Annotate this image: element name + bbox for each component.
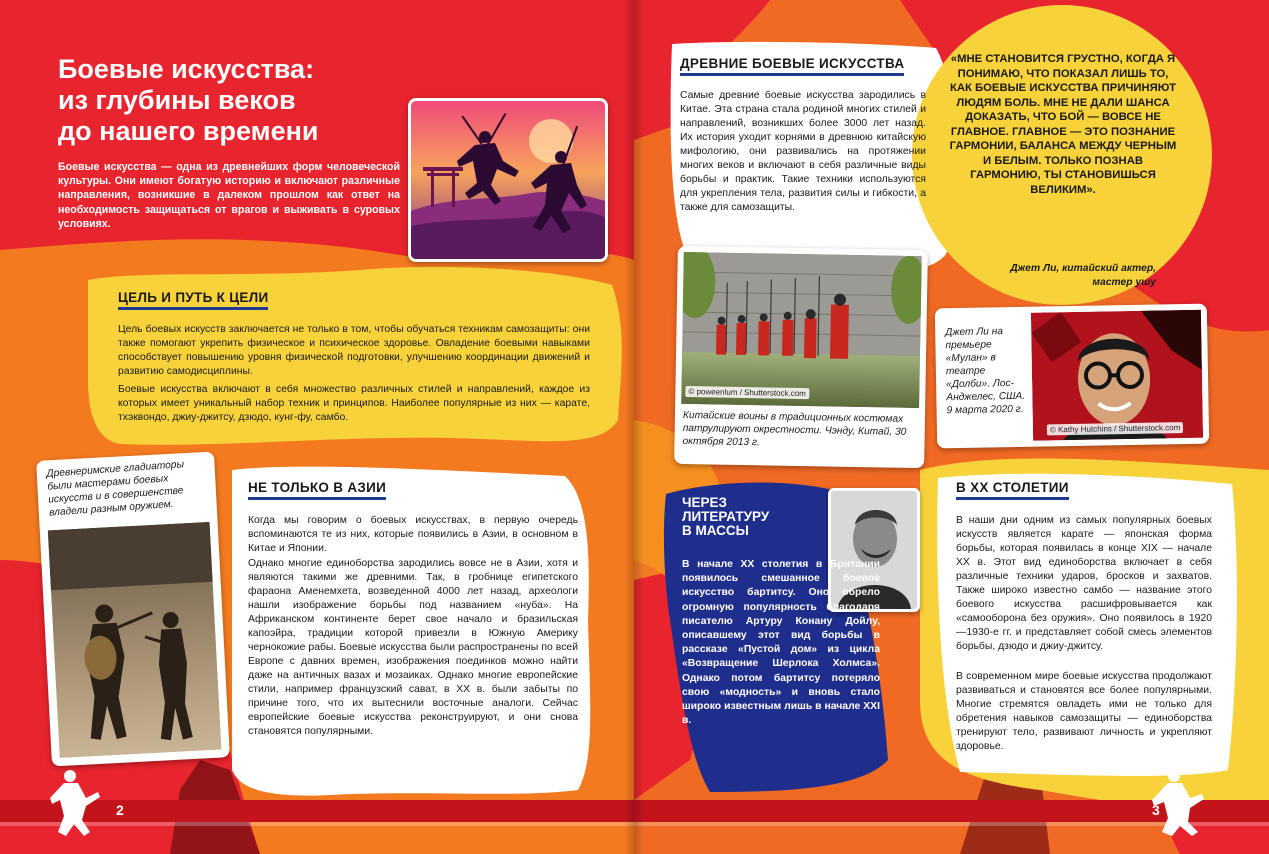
literature-paragraph: В начале XX столетия в Британии появилось смешанное боевое искусство бартитсу. Оно обрело огромную популярность благодаря писателю Артуру Конану Дойлу, описавшему этот вид борьбы в рассказе «Пустой дом» из цикла «Возвращение Шерлока Холмса». Однако потом бартитсу потеряло свою «модность» и вновь стало широко известным лишь в начале XXI в. <box>682 559 880 727</box>
page-number-left: 2 <box>116 802 124 818</box>
literature-heading: ЧЕРЕЗ ЛИТЕРАТУРУ В МАССЫ <box>682 495 770 538</box>
warriors-card <box>674 246 928 468</box>
samurai-silhouettes-icon <box>411 101 605 259</box>
jetli-card <box>935 304 1209 449</box>
intro-text: Боевые искусства — одна из древнейших форм человеческой культуры. Они имеют богатую историю и включают различные направления, возникшие в далеком прошлом как ответ на необходимость защищаться от врагов и выживать в суровых условиях. <box>58 161 400 230</box>
asia-paragraph-2: Однако многие единоборства зародились вовсе не в Азии, хотя и являются такими же древними. Так, в гробнице египетского фараона Аменемхета, возведенной 4000 лет назад, археологи нашли изображение борьбы под названием «нуба». На Африканском континенте берет свое начало и бразильская капоэйра, традиции которой привезли в Южную Америку чернокожие рабы. Боевые искусства были распространены по всей Европе с давних времен, изображения поединков можно найти даже на античных вазах и мозаиках. Однако многие европейские стили, например французский сават, в XX в. были забыты по причине того, что их вытеснили восточные аналоги. Сейчас европейские боевые искусства реконструируют, и они снова становятся популярными. <box>248 558 578 737</box>
century-heading: В XX СТОЛЕТИИ <box>956 480 1069 500</box>
asia-heading: НЕ ТОЛЬКО В АЗИИ <box>248 480 386 500</box>
jetli-quote: «МНЕ СТАНОВИТСЯ ГРУСТНО, КОГДА Я ПОНИМАЮ, ЧТО ПОКАЗАЛ ЛИШЬ ТО, КАК БОЕВЫЕ ИСКУССТВА ПРИЧИНЯЮТ ЛЮДЯМ БОЛЬ. МНЕ НЕ ДАЛИ ШАНСА ДОКАЗАТЬ, ЧТО БОЙ — ВОВСЕ НЕ ГЛАВНОЕ. ГЛАВНОЕ — ЭТО ПОЗНАНИЕ ГАРМОНИИ, БАЛАНСА МЕЖДУ ЧЕРНЫМ И БЕЛЫМ. ТОЛЬКО ПОЗНАВ ГАРМОНИЮ, ТЫ СТАНОВИШЬСЯ ВЕЛИКИМ». <box>949 53 1177 196</box>
goal-paragraph-1: Цель боевых искусств заключается не только в том, чтобы обучаться техникам самозащиты: они также помогают укрепить физическое и психическое здоровье. Овладение боевыми навыками способствует повышению уровня физической подготовки, улучшению координации движений и развитию самодисциплины. <box>118 324 590 377</box>
century-paragraph-1: В наши дни одним из самых популярных боевых искусств является карате — японская форма борьбы, которая появилась в конце XIX — начале XX в. Этот вид единоборства включает в себя различные техники ударов, бросков и захватов. Также широко известно самбо — название этого боевого искусства расшифровывается как «самооборона без оружия». Оно появилось в 1920—1930-е гг. и представляет собой смесь элементов борьбы, дзюдо и джиу-джитсу. <box>956 515 1212 652</box>
jetli-photo <box>1031 310 1203 441</box>
page-title: Боевые искусства: из глубины веков до нашего времени <box>58 54 319 146</box>
warriors-copyright: © poweenlum / Shutterstock.com <box>685 386 809 399</box>
goal-heading: ЦЕЛЬ И ПУТЬ К ЦЕЛИ <box>118 290 268 310</box>
century-paragraph-2: В современном мире боевые искусства продолжают развиваться и становятся все более популярными. Многие стремятся овладеть ими не только для обретения навыков самозащиты — единоборства тренируют тело, развивают личность и укрепляют здоровье. <box>956 671 1212 752</box>
spine-shadow <box>624 0 644 854</box>
samurai-illustration <box>408 98 608 262</box>
gladiator-card <box>36 452 230 767</box>
asia-paragraph-1: Когда мы говорим о боевых искусствах, в первую очередь вспоминаются те из них, которые появились в Азии, в основном в Китае и Японии. <box>248 515 578 554</box>
gladiator-photo <box>48 522 222 758</box>
quote-attribution: Джет Ли, китайский актер, мастер ушу <box>1010 263 1156 288</box>
warriors-caption: Китайские воины в традиционных костюмах патрулируют окрестности. Чэнду, Китай, 30 октября 2013 г. <box>682 409 907 449</box>
goal-paragraph-2: Боевые искусства включают в себя множество различных стилей и направлений, каждое из которых имеет уникальный набор техник и принципов. Наиболее популярные из них — карате, тхэквондо, джиу-джитсу, дзюдо, кунг-фу, самбо. <box>118 384 590 423</box>
jetli-copyright: © Kathy Hutchins / Shutterstock.com <box>1047 422 1184 435</box>
warriors-photo <box>681 252 922 408</box>
page-number-right: 3 <box>1152 802 1160 818</box>
ancient-heading: ДРЕВНИЕ БОЕВЫЕ ИСКУССТВА <box>680 56 904 76</box>
jetli-caption: Джет Ли на премьере «Мулан» в театре «Долби». Лос-Анджелес, США. 9 марта 2020 г. <box>945 326 1026 417</box>
gladiator-caption: Древнеримские гладиаторы были мастерами боевых искусств и в совершенстве владели разным оружием. <box>46 459 185 519</box>
ancient-paragraph: Самые древние боевые искусства зародились в Китае. Эта страна стала родиной многих стилей и направлений, возникших более 3000 лет назад. Их история уходит корнями в древнюю китайскую мифологию, они развивались на протяжении многих веков и включают в себя различные виды борьбы и практик. Такие техники используются для укрепления тела, развития силы и гибкости, а также для самозащиты. <box>680 90 926 213</box>
